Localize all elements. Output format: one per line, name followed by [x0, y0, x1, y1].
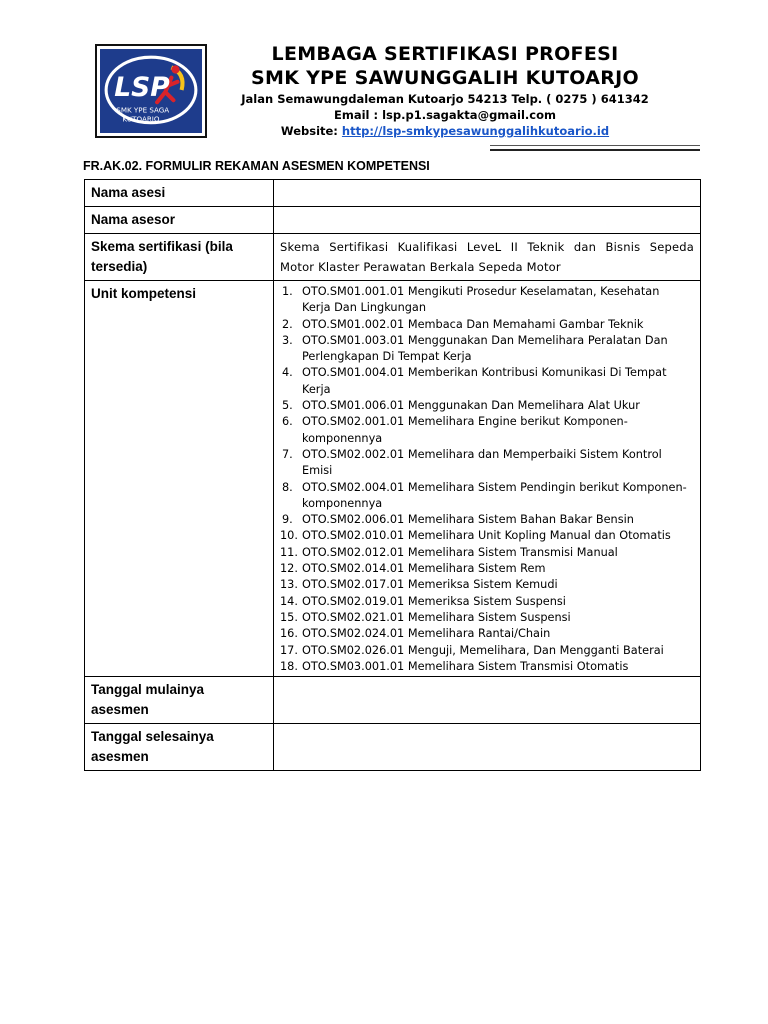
unit-text-cont: Emisi: [302, 464, 333, 478]
unit-text-cont: komponennya: [302, 496, 383, 510]
school-title: SMK YPE SAWUNGGALIH KUTOARJO: [251, 67, 639, 89]
unit-text: OTO.SM02.006.01 Memelihara Sistem Bahan Bakar Bensin: [302, 513, 634, 527]
label-nama-asesor: Nama asesor: [85, 207, 274, 234]
unit-number: 9.: [282, 513, 293, 527]
unit-number: 6.: [282, 415, 293, 429]
unit-number: 3.: [282, 333, 293, 347]
label-tanggal-selesai-line2: asesmen: [91, 749, 149, 765]
unit-item: [280, 447, 694, 480]
label-tanggal-mulai-line1: Tanggal mulainya: [91, 682, 205, 698]
unit-item: [280, 545, 694, 561]
unit-item: [280, 398, 694, 414]
logo-emblem: [100, 49, 202, 133]
unit-number: 2.: [282, 317, 293, 331]
unit-text: OTO.SM01.004.01 Memberikan Kontribusi Komunikasi Di Tempat: [302, 366, 667, 380]
field-unit-kompetensi: [274, 281, 701, 677]
unit-text: OTO.SM02.026.01 Menguji, Memelihara, Dan Mengganti Baterai: [302, 643, 664, 657]
label-tanggal-mulai-line2: asesmen: [91, 702, 149, 718]
email-line: Email : lsp.p1.sagakta@gmail.com: [333, 108, 556, 122]
unit-item: [280, 480, 694, 513]
unit-text: OTO.SM02.002.01 Memelihara dan Memperbaiki Sistem Kontrol: [302, 447, 662, 461]
institution-title: LEMBAGA SERTIFIKASI PROFESI: [271, 43, 619, 65]
unit-text: OTO.SM01.002.01 Membaca Dan Memahami Gambar Teknik: [302, 317, 644, 331]
unit-number: 5.: [282, 399, 293, 413]
assessment-form-table: [84, 179, 701, 771]
skema-value-line2: Motor Klaster Perawatan Berkala Sepeda Motor: [280, 260, 561, 274]
unit-text: OTO.SM02.019.01 Memeriksa Sistem Suspensi: [302, 594, 566, 608]
row-nama-asesor: [85, 207, 701, 234]
label-unit-kompetensi: Unit kompetensi: [85, 281, 274, 677]
row-skema: [85, 234, 701, 281]
unit-number: 1.: [282, 285, 293, 298]
lsp-logo: [95, 44, 207, 138]
unit-item: [280, 333, 694, 366]
header-divider-thick: [490, 149, 700, 151]
unit-text: OTO.SM02.004.01 Memelihara Sistem Pendingin berikut Komponen-: [302, 480, 687, 494]
unit-text: OTO.SM02.012.01 Memelihara Sistem Transmisi Manual: [302, 545, 618, 559]
unit-text: OTO.SM01.003.01 Menggunakan Dan Memelihara Peralatan Dan: [302, 333, 668, 347]
header-divider-thin: [490, 145, 700, 146]
unit-item: [280, 414, 694, 447]
label-tanggal-mulai: [85, 677, 274, 724]
unit-number: 10.: [280, 529, 298, 543]
label-skema-line1: Skema sertifikasi (bila: [91, 239, 233, 254]
label-tanggal-selesai-line1: Tanggal selesainya: [91, 729, 214, 745]
field-skema: [274, 234, 701, 281]
unit-number: 7.: [282, 447, 293, 461]
website-label: Website:: [280, 124, 342, 138]
unit-text-cont: Kerja: [302, 382, 331, 396]
address-line: Jalan Semawungdaleman Kutoarjo 54213 Telp. ( 0275 ) 641342: [241, 92, 649, 106]
unit-number: 11.: [280, 545, 298, 559]
unit-text: OTO.SM02.010.01 Memelihara Unit Kopling Manual dan Otomatis: [302, 529, 671, 543]
unit-list: [280, 284, 694, 675]
unit-item: [280, 317, 694, 333]
label-nama-asesi: Nama asesi: [85, 180, 274, 207]
unit-text-cont: Perlengkapan Di Tempat Kerja: [302, 350, 472, 364]
field-nama-asesi[interactable]: [274, 180, 701, 207]
unit-number: 15.: [280, 610, 298, 624]
unit-item: [280, 577, 694, 593]
unit-text: OTO.SM01.006.01 Menggunakan Dan Memelihara Alat Ukur: [302, 399, 640, 413]
unit-item: [280, 643, 694, 659]
unit-item: [280, 284, 694, 317]
unit-item: [280, 626, 694, 642]
unit-text-cont: komponennya: [302, 431, 383, 445]
unit-text: OTO.SM02.024.01 Memelihara Rantai/Chain: [302, 627, 551, 641]
unit-number: 12.: [280, 562, 298, 576]
label-skema-line2: tersedia): [91, 259, 148, 274]
unit-number: 13.: [280, 578, 298, 592]
unit-item: [280, 528, 694, 544]
unit-text: OTO.SM02.017.01 Memeriksa Sistem Kemudi: [302, 578, 558, 592]
unit-item: [280, 561, 694, 577]
unit-text: OTO.SM02.021.01 Memelihara Sistem Suspensi: [302, 610, 571, 624]
unit-item: [280, 610, 694, 626]
logo-caption-2: KUTOARJO: [122, 114, 160, 124]
unit-item: [280, 365, 694, 398]
unit-number: 14.: [280, 594, 298, 608]
field-nama-asesor[interactable]: [274, 207, 701, 234]
row-tanggal-mulai: [85, 677, 701, 724]
unit-text: OTO.SM03.001.01 Memelihara Sistem Transmisi Otomatis: [302, 659, 629, 673]
row-tanggal-selesai: [85, 724, 701, 771]
skema-value-line1: Skema Sertifikasi Kualifikasi LeveL II Teknik dan Bisnis Sepeda: [280, 240, 694, 254]
logo-text: LSP: [114, 72, 170, 104]
website-line: [215, 124, 675, 138]
unit-number: 17.: [280, 643, 298, 657]
label-skema: [85, 234, 274, 281]
row-nama-asesi: [85, 180, 701, 207]
unit-item: [280, 594, 694, 610]
unit-item: [280, 512, 694, 528]
unit-number: 16.: [280, 627, 298, 641]
unit-item: [280, 659, 694, 675]
field-tanggal-mulai[interactable]: [274, 677, 701, 724]
unit-number: 8.: [282, 480, 293, 494]
field-tanggal-selesai[interactable]: [274, 724, 701, 771]
website-link[interactable]: http://lsp-smkypesawunggalihkutoario.id: [341, 124, 610, 138]
unit-number: 18.: [280, 659, 298, 673]
unit-text: OTO.SM01.001.01 Mengikuti Prosedur Keselamatan, Kesehatan: [302, 285, 660, 298]
unit-text-cont: Kerja Dan Lingkungan: [302, 301, 426, 315]
lsp-logo-graphic-icon: [100, 49, 202, 133]
label-tanggal-selesai: [85, 724, 274, 771]
unit-text: OTO.SM02.014.01 Memelihara Sistem Rem: [302, 562, 546, 576]
unit-number: 4.: [282, 366, 293, 380]
logo-caption-1: SMK YPE SAGA: [116, 105, 170, 115]
unit-text: OTO.SM02.001.01 Memelihara Engine berikut Komponen-: [302, 415, 628, 429]
form-title: FR.AK.02. FORMULIR REKAMAN ASESMEN KOMPETENSI: [83, 159, 430, 173]
row-unit-kompetensi: [85, 281, 701, 677]
